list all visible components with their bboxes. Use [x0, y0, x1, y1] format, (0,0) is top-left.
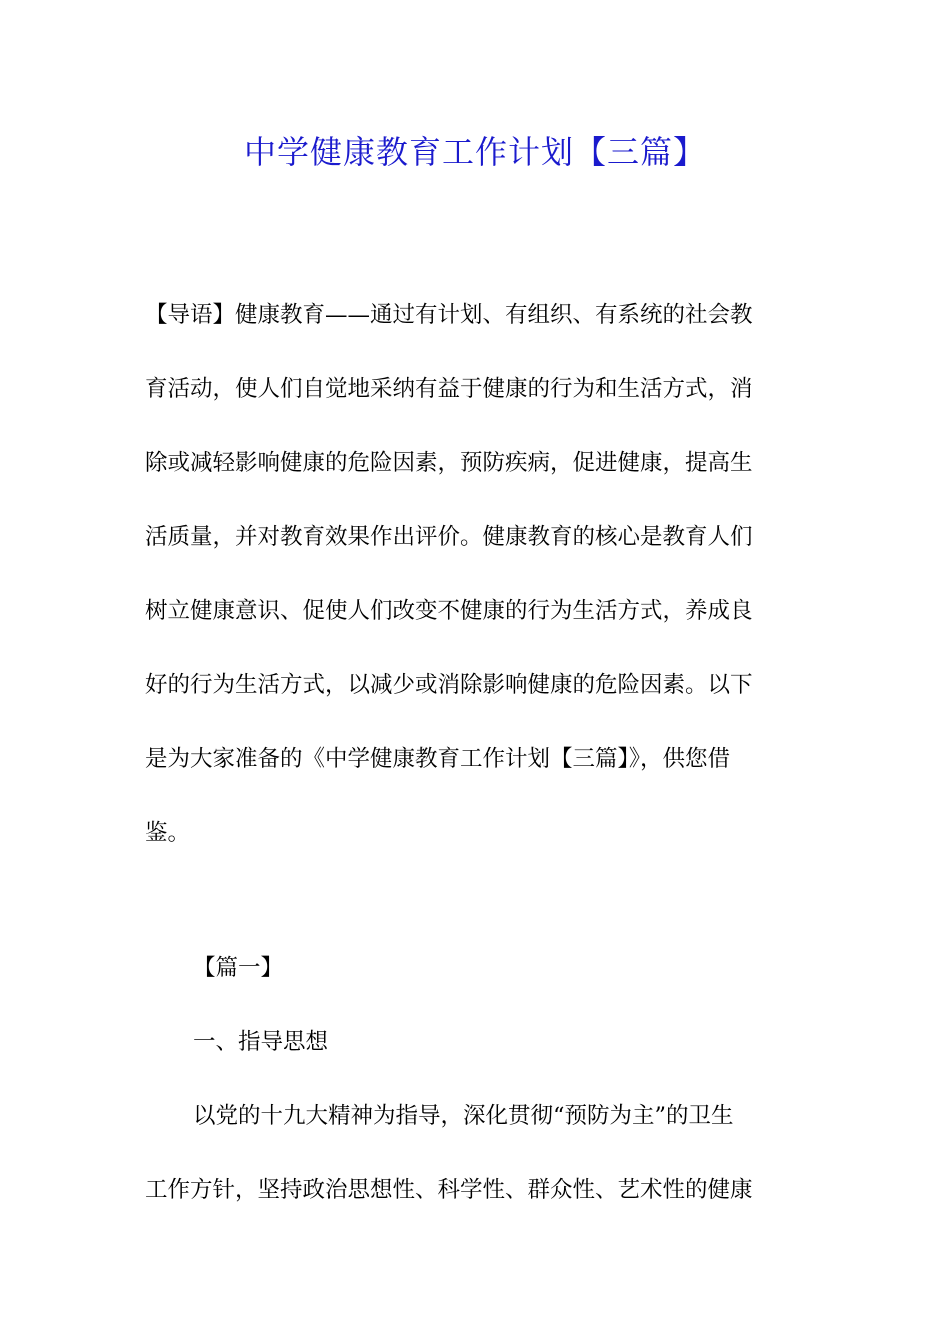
subsection-heading: 一、指导思想 — [193, 1029, 329, 1055]
body-line: 工作方针，坚持政治思想性、科学性、群众性、艺术性的健康 — [145, 1177, 753, 1203]
intro-paragraph — [145, 278, 805, 870]
intro-line: 鉴。 — [145, 820, 191, 846]
intro-line: 是为大家准备的《中学健康教育工作计划【三篇】》，供您借 — [145, 746, 731, 772]
intro-line: 除或减轻影响健康的危险因素，预防疾病，促进健康，提高生 — [145, 450, 753, 476]
intro-line: 活质量，并对教育效果作出评价。健康教育的核心是教育人们 — [145, 524, 753, 550]
body-line: 以党的十九大精神为指导，深化贯彻“预防为主”的卫生 — [193, 1103, 734, 1129]
intro-line: 【导语】健康教育——通过有计划、有组织、有系统的社会教 — [145, 302, 753, 328]
document-title: 中学健康教育工作计划【三篇】 — [243, 133, 706, 171]
section-heading: 【篇一】 — [193, 955, 284, 981]
intro-line: 树立健康意识、促使人们改变不健康的行为生活方式，养成良 — [145, 598, 753, 624]
intro-line: 好的行为生活方式，以减少或消除影响健康的危险因素。以下 — [145, 672, 753, 698]
intro-line: 育活动，使人们自觉地采纳有益于健康的行为和生活方式，消 — [145, 376, 753, 402]
